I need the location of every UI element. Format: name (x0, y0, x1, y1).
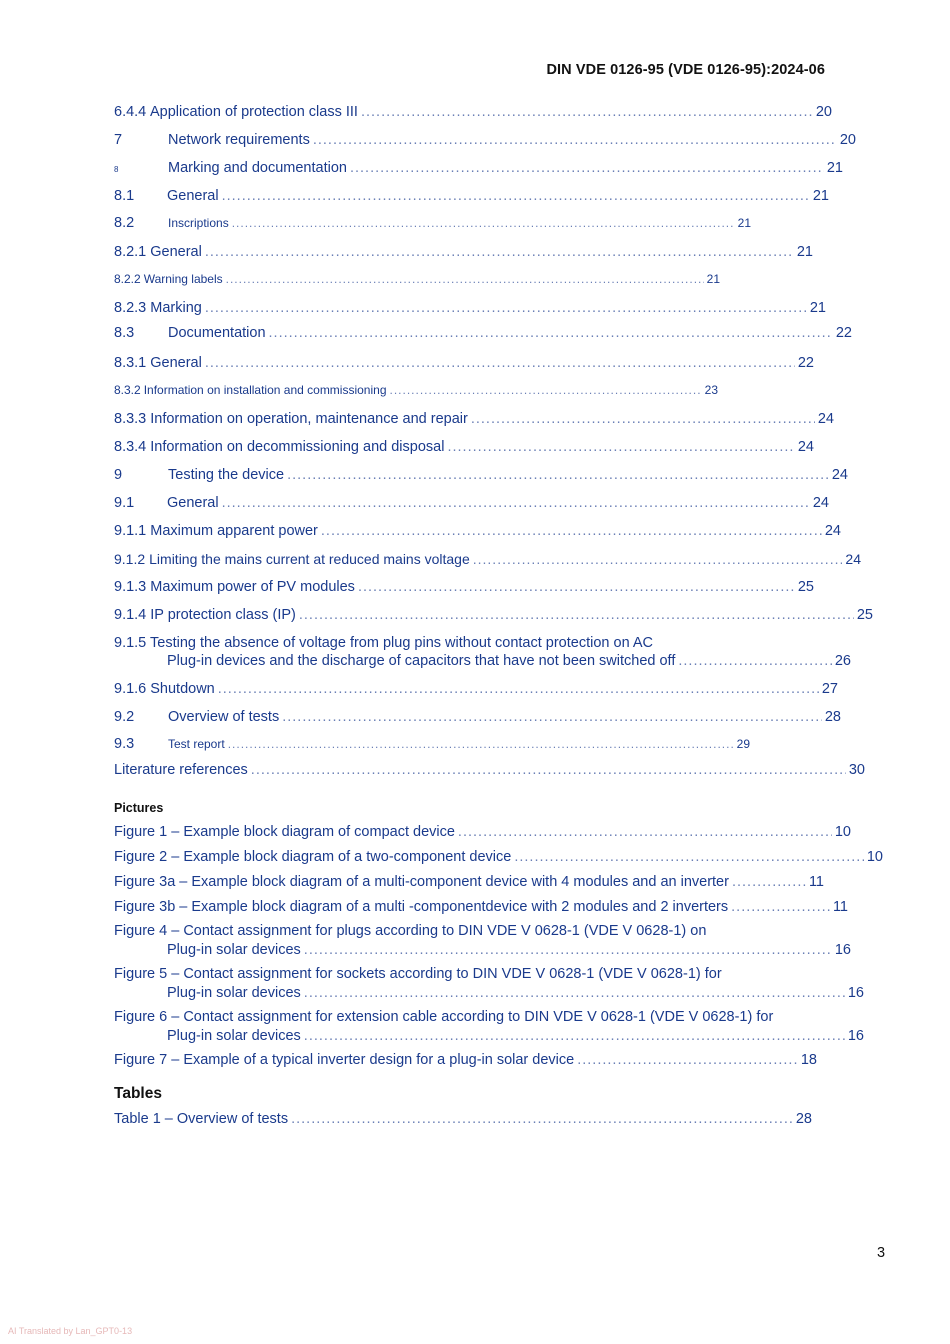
table-entry[interactable] (114, 1111, 812, 1127)
toc-leader (222, 188, 810, 204)
toc-number: 7 (114, 132, 123, 148)
figure-page: 16 (847, 985, 864, 1001)
toc-entry[interactable] (114, 383, 718, 397)
toc-leader (313, 132, 837, 148)
toc-page: 29 (736, 737, 750, 751)
toc-number: 9.1.3 (114, 579, 147, 595)
toc-entry[interactable] (114, 579, 814, 595)
toc-leader (732, 874, 806, 890)
toc-number: 9 (114, 467, 123, 483)
toc-entry[interactable] (114, 325, 852, 341)
toc-page: 20 (839, 132, 856, 148)
figure-entry-continuation[interactable] (167, 985, 864, 1001)
toc-entry-first-line[interactable] (114, 635, 653, 651)
toc-leader (358, 579, 795, 595)
toc-leader (205, 300, 807, 316)
toc-number: 8.2.1 (114, 244, 147, 260)
tables-heading: Tables (114, 1085, 162, 1102)
toc-page: 21 (706, 272, 720, 286)
toc-leader (471, 411, 815, 427)
figure-entry[interactable] (114, 1052, 817, 1068)
figure-entry[interactable] (114, 874, 824, 890)
figure-entry-first-line[interactable] (114, 923, 706, 939)
toc-page: 30 (848, 762, 865, 778)
toc-title: Maximum power of PV modules (150, 579, 355, 595)
figure-page: 10 (834, 824, 851, 840)
toc-leader (304, 1028, 845, 1044)
toc-entry[interactable] (114, 467, 848, 483)
toc-number: 8.3.4 (114, 439, 147, 455)
toc-page: 22 (835, 325, 852, 341)
toc-number: 8.2.2 (114, 272, 141, 286)
toc-leader (291, 1111, 793, 1127)
toc-page: 20 (815, 104, 832, 120)
toc-number: 9.3 (114, 736, 135, 752)
toc-title: Test report (168, 737, 225, 751)
toc-page: 23 (704, 383, 718, 397)
toc-number: 9.1.6 (114, 681, 147, 697)
toc-entry[interactable] (114, 132, 856, 148)
toc-page: 24 (831, 467, 848, 483)
toc-entry[interactable] (114, 300, 826, 316)
toc-page: 24 (797, 439, 814, 455)
figure-title: Figure 2 – Example block diagram of a two-component device (114, 849, 512, 865)
toc-number: 8 (114, 165, 119, 174)
toc-entry[interactable] (114, 762, 865, 778)
toc-page: 25 (856, 607, 873, 623)
toc-leader (577, 1052, 798, 1068)
toc-leader (447, 439, 794, 455)
figure-title: Figure 3a – Example block diagram of a multi-component device with 4 modules and an inverter (114, 874, 729, 890)
toc-number: 8.3 (114, 325, 135, 341)
toc-number: 9.1.4 (114, 607, 147, 623)
toc-page: 24 (845, 551, 861, 567)
figure-entry-first-line[interactable] (114, 1009, 773, 1025)
figure-title: Figure 6 – Contact assignment for extension cable according to DIN VDE V 0628-1 (VDE V 0628-1) for (114, 1009, 774, 1025)
figure-entry-continuation[interactable] (167, 942, 851, 958)
pictures-heading: Pictures (114, 801, 164, 815)
toc-title: Documentation (168, 325, 266, 341)
toc-leader (232, 216, 735, 230)
toc-entry[interactable] (114, 551, 861, 567)
toc-leader (731, 899, 830, 915)
toc-title: General (167, 188, 219, 204)
toc-page: 27 (821, 681, 838, 697)
toc-entry[interactable] (114, 411, 834, 427)
figure-page: 16 (847, 1028, 864, 1044)
toc-title: Literature references (114, 762, 248, 778)
toc-leader (350, 160, 824, 176)
toc-title: Shutdown (150, 681, 215, 697)
toc-title: General (150, 244, 202, 260)
figure-entry[interactable] (114, 824, 851, 840)
figure-entry-first-line[interactable] (114, 966, 722, 982)
toc-title: Limiting the mains current at reduced mains voltage (149, 551, 470, 567)
figure-title: Figure 1 – Example block diagram of compact device (114, 824, 455, 840)
toc-leader (304, 985, 845, 1001)
toc-entry-continuation[interactable] (167, 653, 851, 669)
toc-leader (458, 824, 832, 840)
toc-leader (269, 325, 833, 341)
figure-page: 10 (866, 849, 883, 865)
toc-title: Information on decommissioning and disposal (150, 439, 445, 455)
toc-number: 8.3.2 (114, 383, 141, 397)
toc-title: Maximum apparent power (150, 523, 318, 539)
toc-leader (218, 681, 819, 697)
figure-title: Figure 3b – Example block diagram of a multi -componentdevice with 2 modules and 2 inverters (114, 899, 729, 915)
toc-entry[interactable] (114, 188, 829, 204)
toc-page: 26 (834, 653, 851, 669)
toc-leader (205, 355, 795, 371)
toc-title: Marking (150, 300, 202, 316)
toc-title: Overview of tests (168, 709, 280, 725)
toc-title: Warning labels (143, 272, 223, 286)
toc-page: 21 (796, 244, 813, 260)
toc-entry[interactable] (114, 104, 832, 120)
toc-page: 24 (817, 411, 834, 427)
figure-title: Figure 5 – Contact assignment for sockets according to DIN VDE V 0628-1 (VDE V 0628-1) for (114, 966, 722, 982)
toc-title: Marking and documentation (168, 160, 347, 176)
toc-entry[interactable] (114, 160, 843, 176)
toc-entry[interactable] (114, 215, 751, 231)
figure-title: Figure 4 – Contact assignment for plugs according to DIN VDE V 0628-1 (VDE V 0628-1) on (114, 923, 707, 939)
toc-leader (321, 523, 822, 539)
toc-entry[interactable] (114, 272, 720, 286)
toc-title: Network requirements (168, 132, 310, 148)
translation-watermark: AI Translated by Lan_GPT0-13 (8, 1326, 133, 1336)
toc-title: IP protection class (IP) (150, 607, 296, 623)
toc-number: 8.3.3 (114, 411, 147, 427)
toc-number: 9.2 (114, 709, 135, 725)
toc-entry[interactable] (114, 439, 814, 455)
toc-leader (299, 607, 854, 623)
toc-number: 8.2.3 (114, 300, 147, 316)
toc-page: 28 (824, 709, 841, 725)
toc-entry[interactable] (114, 355, 814, 371)
toc-number: 9.1.1 (114, 523, 147, 539)
toc-number: 8.2 (114, 215, 135, 231)
toc-leader (473, 551, 843, 567)
figure-page: 16 (834, 942, 851, 958)
toc-title: Inscriptions (168, 216, 229, 230)
toc-number: 8.3.1 (114, 355, 147, 371)
toc-leader (282, 709, 822, 725)
table-page: 28 (795, 1111, 812, 1127)
toc-title-continued: Plug-in devices and the discharge of capacitors that have not been switched off (167, 653, 676, 669)
page-number: 3 (877, 1245, 886, 1261)
figure-entry-continuation[interactable] (167, 1028, 864, 1044)
figure-page: 11 (808, 874, 824, 890)
figure-page: 11 (832, 899, 848, 915)
figure-entry[interactable] (114, 849, 883, 865)
toc-leader (205, 244, 794, 260)
toc-title: Testing the device (168, 467, 285, 483)
toc-page: 21 (812, 188, 829, 204)
figure-title: Figure 7 – Example of a typical inverter design for a plug-in solar device (114, 1052, 575, 1068)
toc-page: 21 (809, 300, 826, 316)
toc-number: 6.4.4 (114, 104, 147, 120)
toc-leader (390, 383, 702, 397)
toc-page: 21 (737, 216, 751, 230)
toc-page: 24 (812, 495, 829, 511)
toc-page: 25 (797, 579, 814, 595)
toc-title: Information on operation, maintenance and repair (150, 411, 468, 427)
toc-leader (226, 272, 704, 286)
toc-entry[interactable] (114, 681, 838, 697)
figure-title-continued: Plug-in solar devices (167, 1028, 301, 1044)
toc-leader (251, 762, 846, 778)
toc-number: 9.1.5 (114, 635, 147, 651)
toc-page: 21 (826, 160, 843, 176)
document-header: DIN VDE 0126-95 (VDE 0126-95):2024-06 (546, 62, 825, 78)
figure-entry[interactable] (114, 899, 848, 915)
toc-entry[interactable] (114, 244, 813, 260)
toc-leader (222, 495, 810, 511)
toc-number: 9.1 (114, 495, 135, 511)
toc-title: Information on installation and commissioning (143, 383, 387, 397)
table-title: Table 1 – Overview of tests (114, 1111, 289, 1127)
toc-leader (287, 467, 829, 483)
toc-entry[interactable] (114, 709, 841, 725)
toc-entry[interactable] (114, 607, 873, 623)
toc-leader (514, 849, 864, 865)
toc-leader (228, 737, 734, 751)
figure-title-continued: Plug-in solar devices (167, 985, 301, 1001)
toc-title: Testing the absence of voltage from plug pins without contact protection on AC (150, 635, 653, 651)
toc-entry[interactable] (114, 495, 829, 511)
toc-leader (361, 104, 813, 120)
toc-page: 24 (824, 523, 841, 539)
toc-leader (304, 942, 832, 958)
toc-title: General (167, 495, 219, 511)
toc-number: 8.1 (114, 188, 135, 204)
figure-page: 18 (800, 1052, 817, 1068)
toc-entry[interactable] (114, 736, 750, 752)
figure-title-continued: Plug-in solar devices (167, 942, 301, 958)
toc-entry[interactable] (114, 523, 841, 539)
toc-page: 22 (797, 355, 814, 371)
toc-number: 9.1.2 (114, 551, 146, 567)
toc-title: Application of protection class III (150, 104, 358, 120)
toc-leader (678, 653, 832, 669)
toc-title: General (150, 355, 202, 371)
